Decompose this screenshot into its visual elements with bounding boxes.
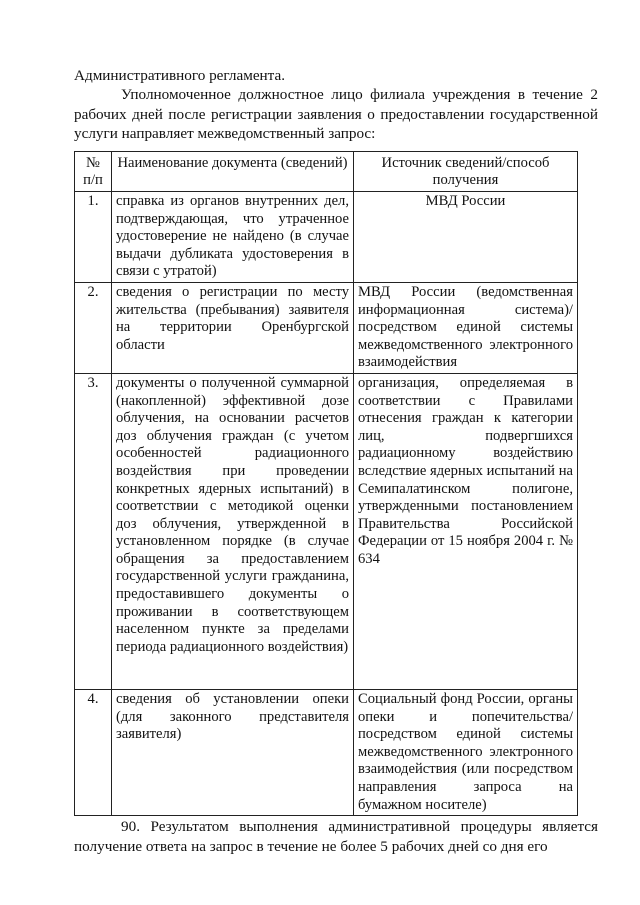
documents-table xyxy=(74,151,578,816)
document-cell: справка из органов внутренних дел, подтверждающая, что утраченное удостоверение не найдено (в случае выдачи дубликата удостоверения в связи с утратой) xyxy=(112,192,354,283)
paragraph-interagency-request: Уполномоченное должностное лицо филиала учреждения в течение 2 рабочих дней после регистрации заявления о предоставлении государственной услуги направляет межведомственный запрос: xyxy=(74,86,598,142)
document-cell: сведения о регистрации по месту жительства (пребывания) заявителя на территории Оренбургской области xyxy=(112,282,354,373)
source-cell: МВД России xyxy=(354,192,578,283)
document-cell: сведения об установлении опеки (для законного представителя заявителя) xyxy=(112,689,354,815)
header-document: Наименование документа (сведений) xyxy=(112,152,354,192)
table-header-row xyxy=(75,152,578,192)
source-cell: организация, определяемая в соответствии с Правилами отнесения граждан к категории лиц, подвергшихся радиационному воздействию вследствие ядерных испытаний на Семипалатинском полигоне, утвержденными постановлением Правительства Российской Федерации от 15 ноября 2004 г. № 634 xyxy=(354,373,578,689)
continuation-line: Административного регламента. xyxy=(74,67,286,84)
header-source: Источник сведений/способ получения xyxy=(354,152,578,192)
source-cell: Социальный фонд России, органы опеки и попечительства/ посредством единой системы межведомственного электронного взаимодействия (или посредством направления запроса на бумажном носителе) xyxy=(354,689,578,815)
table-row xyxy=(75,373,578,689)
row-number: 1. xyxy=(75,192,112,283)
header-num: № п/п xyxy=(75,152,112,192)
row-number: 2. xyxy=(75,282,112,373)
row-number: 3. xyxy=(75,373,112,689)
document-cell: документы о полученной суммарной (накопленной) эффективной дозе облучения, на основании расчетов доз облучения граждан (с учетом особенностей радиационного воздействия при проведении конкретных ядерных испытаний) в соответствии с методикой оценки доз облучения, утвержденной в установленном порядке (в случае обращения за предоставлением государственной услуги гражданина, предоставившего документы о проживании в соответствующем населенном пункте за пределами периода радиационного воздействия) xyxy=(112,373,354,689)
table-row xyxy=(75,192,578,283)
table-row xyxy=(75,689,578,815)
row-number: 4. xyxy=(75,689,112,815)
table-row xyxy=(75,282,578,373)
source-cell: МВД России (ведомственная информационная система)/ посредством единой системы межведомственного электронного взаимодействия xyxy=(354,282,578,373)
paragraph-90: 90. Результатом выполнения административной процедуры является получение ответа на запрос в течение не более 5 рабочих дней со дня его xyxy=(74,818,598,855)
